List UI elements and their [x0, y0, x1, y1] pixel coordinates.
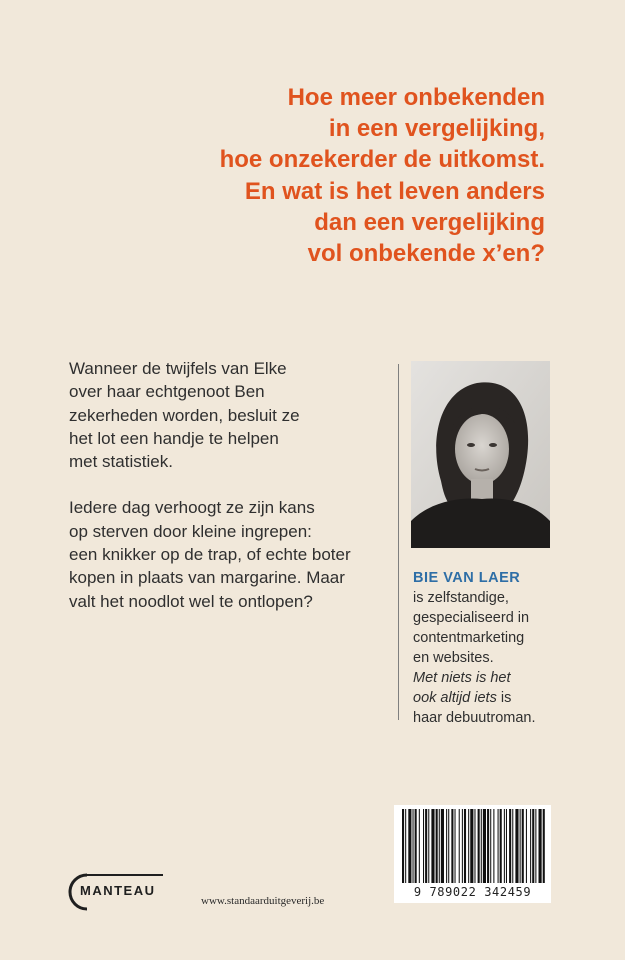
- quote-line: in een vergelijking,: [328, 115, 545, 143]
- author-name: BIE VAN LAER: [413, 570, 521, 586]
- author-bio: [413, 568, 563, 728]
- blurb-line: zekerheden worden, besluit ze: [69, 405, 300, 425]
- column-divider: [398, 364, 399, 720]
- blurb-line: een knikker op de trap, of echte boter: [69, 545, 351, 565]
- blurb-line: Wanneer de twijfels van Elke: [69, 359, 287, 378]
- bio-line: haar debuutroman.: [413, 710, 536, 726]
- quote-line: dan een vergelijking: [314, 208, 545, 236]
- quote-line: hoe onzekerder de uitkomst.: [219, 146, 545, 174]
- blurb-line: het lot een handje te helpen: [69, 428, 279, 448]
- blurb-paragraph-1: [69, 357, 369, 473]
- quote-line: vol onbekende x’en?: [307, 240, 545, 268]
- blurb-paragraph-2: [69, 496, 369, 612]
- book-blurb: [69, 357, 369, 636]
- quote-line: Hoe meer onbekenden: [287, 84, 545, 111]
- publisher-logo-text: MANTEAU: [80, 883, 156, 898]
- bio-line: en websites.: [413, 650, 494, 666]
- blurb-line: kopen in plaats van margarine. Maar: [69, 568, 345, 588]
- bio-line: is zelfstandige,: [413, 590, 509, 606]
- blurb-line: op sterven door kleine ingrepen:: [69, 521, 312, 541]
- publisher-website: www.standaarduitgeverij.be: [201, 895, 325, 907]
- blurb-line: valt het noodlot wel te ontlopen?: [69, 591, 313, 611]
- blurb-line: Iedere dag verhoogt ze zijn kans: [69, 498, 315, 518]
- barcode-bars: [394, 805, 551, 885]
- pull-quote: [220, 82, 545, 269]
- quote-line: En wat is het leven anders: [244, 177, 545, 205]
- bio-fragment: is: [496, 690, 512, 706]
- isbn-number: 9 789022 342459: [413, 885, 532, 899]
- book-title-line: ook altijd iets: [413, 690, 497, 706]
- bio-line: gespecialiseerd in: [413, 610, 530, 626]
- book-title-line: Met niets is het: [413, 670, 511, 686]
- bio-line: [413, 688, 563, 708]
- barcode: [394, 805, 551, 903]
- blurb-line: over haar echtgenoot Ben: [69, 382, 265, 402]
- publisher-logo: [67, 871, 175, 913]
- bio-line: contentmarketing: [413, 630, 525, 646]
- author-photo: [411, 361, 550, 548]
- blurb-line: met statistiek.: [69, 452, 173, 472]
